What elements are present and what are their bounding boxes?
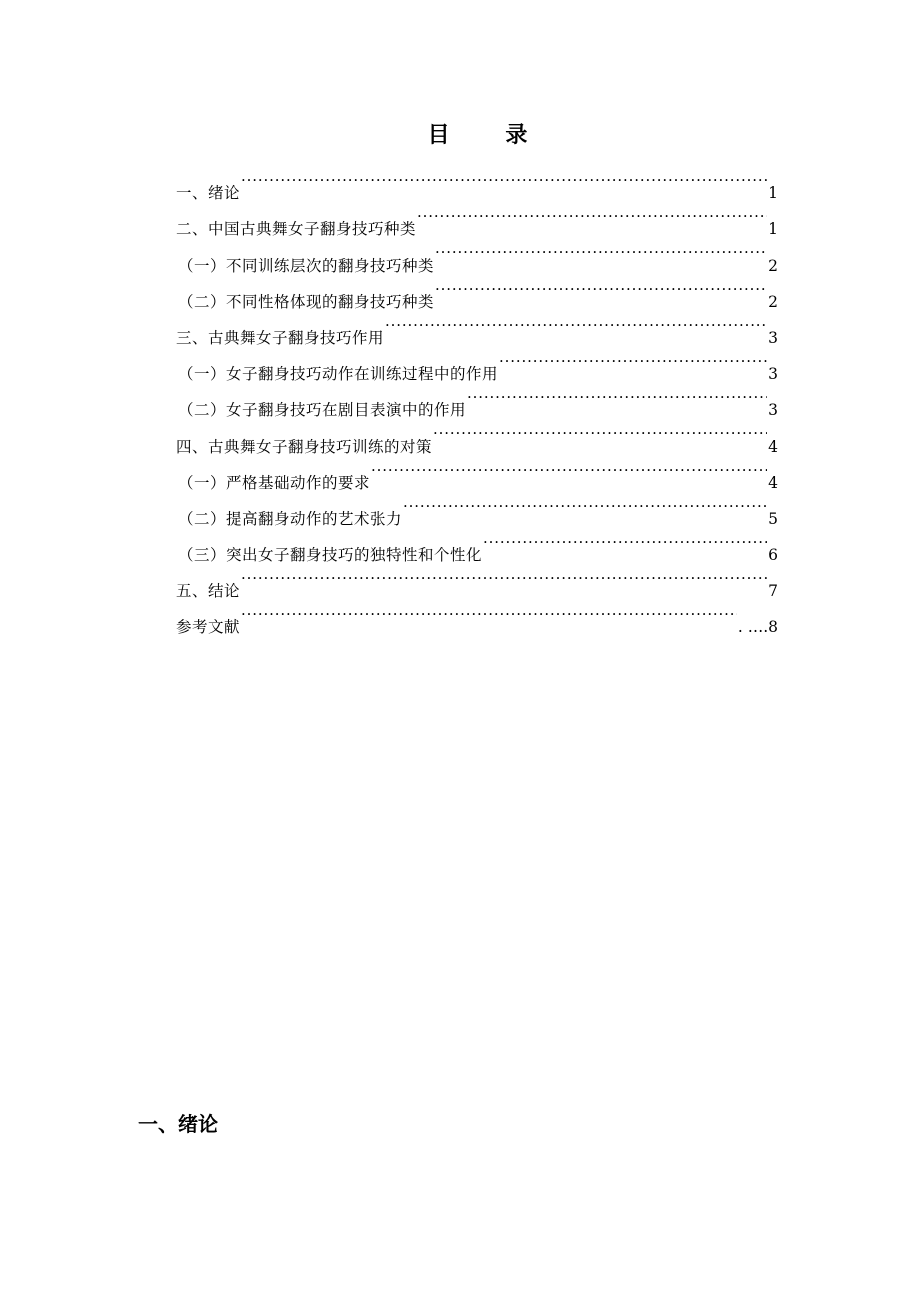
toc-entry[interactable]	[176, 560, 778, 601]
toc-leader-dots	[385, 307, 767, 343]
toc-leader-dots	[241, 596, 737, 632]
toc-entry[interactable]	[176, 198, 778, 239]
toc-leader-dots	[403, 488, 767, 524]
toc-leader-dots	[241, 560, 767, 596]
toc-title: 目 录	[427, 122, 552, 148]
toc-entry-page-number: 3	[768, 401, 778, 420]
toc-entry-label: 三、古典舞女子翻身技巧作用	[176, 328, 385, 347]
toc-entry-page-number: 2	[768, 292, 778, 311]
toc-entry-label: （二）提高翻身动作的艺术张力	[178, 509, 403, 528]
toc-entry-label: （二）女子翻身技巧在剧目表演中的作用	[178, 401, 467, 420]
toc-entry-page-number: 6	[768, 546, 778, 565]
toc-leader-dots	[417, 198, 767, 234]
toc-entry-page-number: 2	[768, 256, 778, 275]
toc-entry-label: 五、结论	[176, 582, 241, 601]
toc-entry[interactable]	[176, 596, 778, 637]
toc-leader-dots	[435, 234, 767, 270]
toc-leader-dots	[467, 379, 767, 415]
toc-entry-page-number: 4	[768, 473, 778, 492]
toc-entry-label: 参考文献	[176, 618, 241, 637]
toc-entry-page-number: 3	[768, 365, 778, 384]
toc-entry-label: （二）不同性格体现的翻身技巧种类	[178, 292, 435, 311]
section-heading: 一、绪论	[138, 1112, 218, 1136]
toc-leader-dots	[483, 524, 767, 560]
toc-entry-page-number: . ….8	[737, 618, 778, 637]
toc-leader-dots	[435, 271, 767, 307]
toc-entry-page-number: 3	[768, 328, 778, 347]
toc-entry-label: 一、绪论	[176, 184, 241, 203]
toc-entry-label: 四、古典舞女子翻身技巧训练的对策	[176, 437, 433, 456]
toc-entry-label: （一）不同训练层次的翻身技巧种类	[178, 256, 435, 275]
toc-entry-page-number: 1	[768, 184, 778, 203]
toc-leader-dots	[499, 343, 767, 379]
toc-entry[interactable]	[176, 162, 778, 203]
toc-leader-dots	[241, 162, 767, 198]
toc-entry-label: 二、中国古典舞女子翻身技巧种类	[176, 220, 417, 239]
toc-leader-dots	[433, 415, 767, 451]
toc-entry-page-number: 5	[768, 509, 778, 528]
toc-entry-label: （一）严格基础动作的要求	[178, 473, 371, 492]
toc-leader-dots	[371, 452, 767, 488]
toc-entry-label: （一）女子翻身技巧动作在训练过程中的作用	[178, 365, 499, 384]
toc-entry-page-number: 4	[768, 437, 778, 456]
toc-entry-page-number: 1	[768, 220, 778, 239]
table-of-contents	[176, 162, 778, 637]
toc-entry-label: （三）突出女子翻身技巧的独特性和个性化	[178, 546, 483, 565]
toc-entry-page-number: 7	[768, 582, 778, 601]
